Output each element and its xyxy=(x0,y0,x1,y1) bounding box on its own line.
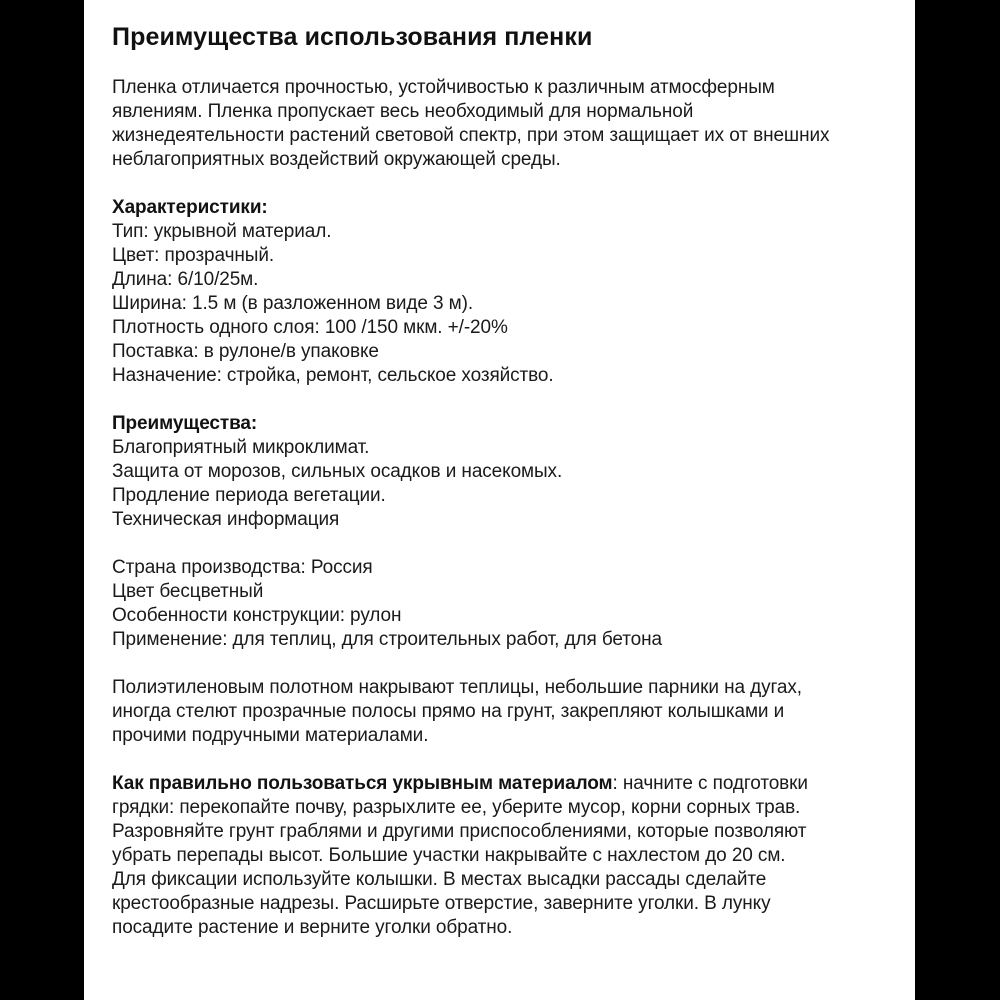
usage-note-paragraph xyxy=(112,676,899,748)
section-header-line: Характеристики: xyxy=(112,197,268,218)
text-line: Защита от морозов, сильных осадков и насекомых. xyxy=(112,461,563,482)
advantages-section xyxy=(112,412,899,532)
text-line-lead xyxy=(112,772,899,796)
text-line: крестообразные надрезы. Расширьте отверстие, заверните уголки. В лунку xyxy=(112,893,771,914)
intro-paragraph xyxy=(112,76,899,172)
text-line: Поставка: в рулоне/в упаковке xyxy=(112,341,379,362)
text-line: Цвет: прозрачный. xyxy=(112,245,275,266)
page-title: Преимущества использования пленки xyxy=(112,23,593,51)
text-line: Для фиксации используйте колышки. В местах высадки рассады сделайте xyxy=(112,869,767,890)
text-line: Особенности конструкции: рулон xyxy=(112,605,402,626)
text-line: неблагоприятных воздействий окружающей среды. xyxy=(112,149,561,170)
text-line: иногда стелют прозрачные полосы прямо на грунт, закрепляют колышками и xyxy=(112,701,785,722)
text-line: Техническая информация xyxy=(112,509,340,530)
text-line: Плотность одного слоя: 100 /150 мкм. +/-20% xyxy=(112,317,508,338)
characteristics-section xyxy=(112,196,899,388)
section-header-line: Преимущества: xyxy=(112,413,258,434)
text-line: Применение: для теплиц, для строительных работ, для бетона xyxy=(112,629,662,650)
document-content xyxy=(84,0,915,1000)
text-line: явлениям. Пленка пропускает весь необходимый для нормальной xyxy=(112,101,694,122)
text-line: Продление периода вегетации. xyxy=(112,485,386,506)
text-line: Ширина: 1.5 м (в разложенном виде 3 м). xyxy=(112,293,474,314)
text-line: Страна производства: Россия xyxy=(112,557,373,578)
text-line: убрать перепады высот. Большие участки накрывайте с нахлестом до 20 см. xyxy=(112,845,786,866)
lead-bold-text: Как правильно пользоваться укрывным материалом xyxy=(112,773,613,794)
lead-rest-text: : начните с подготовки xyxy=(612,773,808,794)
text-line: прочими подручными материалами. xyxy=(112,725,429,746)
text-line: Разровняйте грунт граблями и другими приспособлениями, которые позволяют xyxy=(112,821,807,842)
text-line: посадите растение и верните уголки обратно. xyxy=(112,917,513,938)
text-line: Назначение: стройка, ремонт, сельское хозяйство. xyxy=(112,365,554,386)
text-line: Полиэтиленовым полотном накрывают теплицы, небольшие парники на дугах, xyxy=(112,677,802,698)
text-line: Цвет бесцветный xyxy=(112,581,264,602)
text-line: Благоприятный микроклимат. xyxy=(112,437,370,458)
text-line: Тип: укрывной материал. xyxy=(112,221,332,242)
howto-paragraph xyxy=(112,772,899,940)
text-line: жизнедеятельности растений световой спектр, при этом защищает их от внешних xyxy=(112,125,830,146)
right-black-margin xyxy=(915,0,1000,1000)
text-line: Длина: 6/10/25м. xyxy=(112,269,259,290)
text-line: Пленка отличается прочностью, устойчивостью к различным атмосферным xyxy=(112,77,775,98)
text-line: грядки: перекопайте почву, разрыхлите ее, уберите мусор, корни сорных трав. xyxy=(112,797,801,818)
left-black-margin xyxy=(0,0,84,1000)
product-info-section xyxy=(112,556,899,652)
